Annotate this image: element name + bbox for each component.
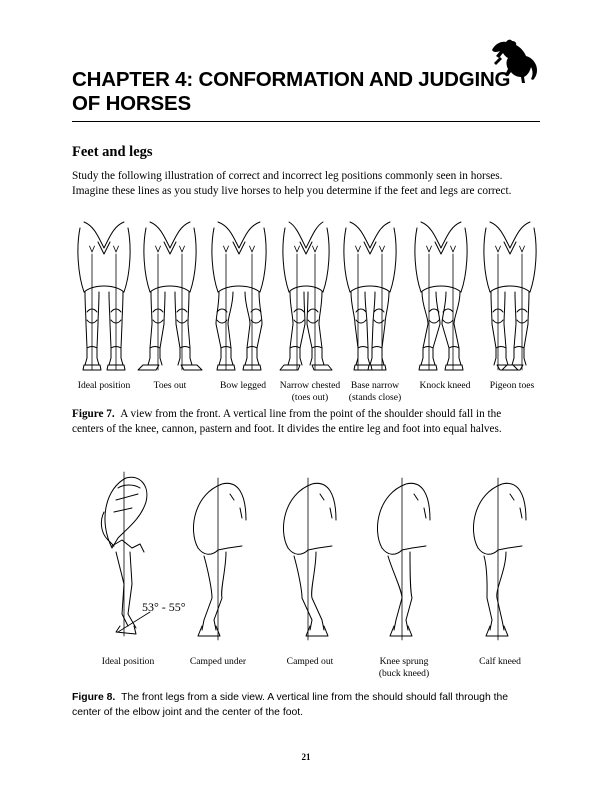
figure8-label [354,656,454,680]
label-line: (buck kneed) [378,668,430,679]
label-line: Camped under [189,656,247,667]
front-leg-drawing [484,222,536,370]
section-heading: Feet and legs [72,144,153,160]
figure8-caption-label: Figure 8. [72,692,116,703]
figure7-caption [72,407,544,437]
figure7-caption-text: A view from the front. A vertical line from the point of the shoulder should fall in the [120,408,502,420]
label-line: Ideal position [77,380,131,391]
figure7-caption-label: Figure 7. [72,408,115,420]
page-number: 21 [301,752,311,762]
figure7-label [462,380,562,392]
label-line: Base narrow [350,380,400,391]
label-line: Calf kneed [479,656,521,667]
side-leg-drawing [377,478,430,640]
front-leg-drawing [212,222,266,370]
front-leg-drawing [138,222,202,370]
side-leg-drawing [283,478,336,640]
label-line: Ideal position [101,656,155,667]
label-line: (stands close) [348,392,402,403]
label-line: Knee sprung [379,656,429,667]
front-leg-drawing [78,222,130,370]
intro-line: Imagine these lines as you study live horses to help you determine if the feet and legs are correct. [72,185,512,197]
label-line: (toes out) [291,392,329,403]
figure7-leg-drawings [78,222,536,370]
front-leg-drawing [280,222,332,370]
figure8-label [168,656,268,668]
label-line: Knock kneed [419,380,471,391]
label-line: Narrow chested [279,380,341,391]
chapter-title: CHAPTER 4: CONFORMATION AND JUDGING OF HORSES [72,68,511,115]
figure8-caption-text: center of the elbow joint and the center of the foot. [72,707,304,718]
front-leg-drawing [344,222,396,370]
front-leg-drawing [415,222,467,370]
side-leg-drawing [193,478,246,640]
figure8-caption [72,690,544,720]
label-line: Bow legged [219,380,267,391]
figure7-caption-text: centers of the knee, cannon, pastern and foot. It divides the entire leg and foot into equal halves. [72,423,502,435]
figure8-label [450,656,550,668]
figure8-label [78,656,178,668]
label-line: Camped out [286,656,334,667]
intro-line: Study the following illustration of correct and incorrect leg positions commonly seen in horses. [72,170,503,182]
angle-label: 53° - 55° [142,600,186,614]
label-line: Toes out [153,380,187,391]
figure8-caption-text: The front legs from a side view. A vertical line from the should should fall through the [121,692,509,703]
label-line: Pigeon toes [489,380,535,391]
side-leg-drawing [473,478,526,640]
figure8-label [260,656,360,668]
